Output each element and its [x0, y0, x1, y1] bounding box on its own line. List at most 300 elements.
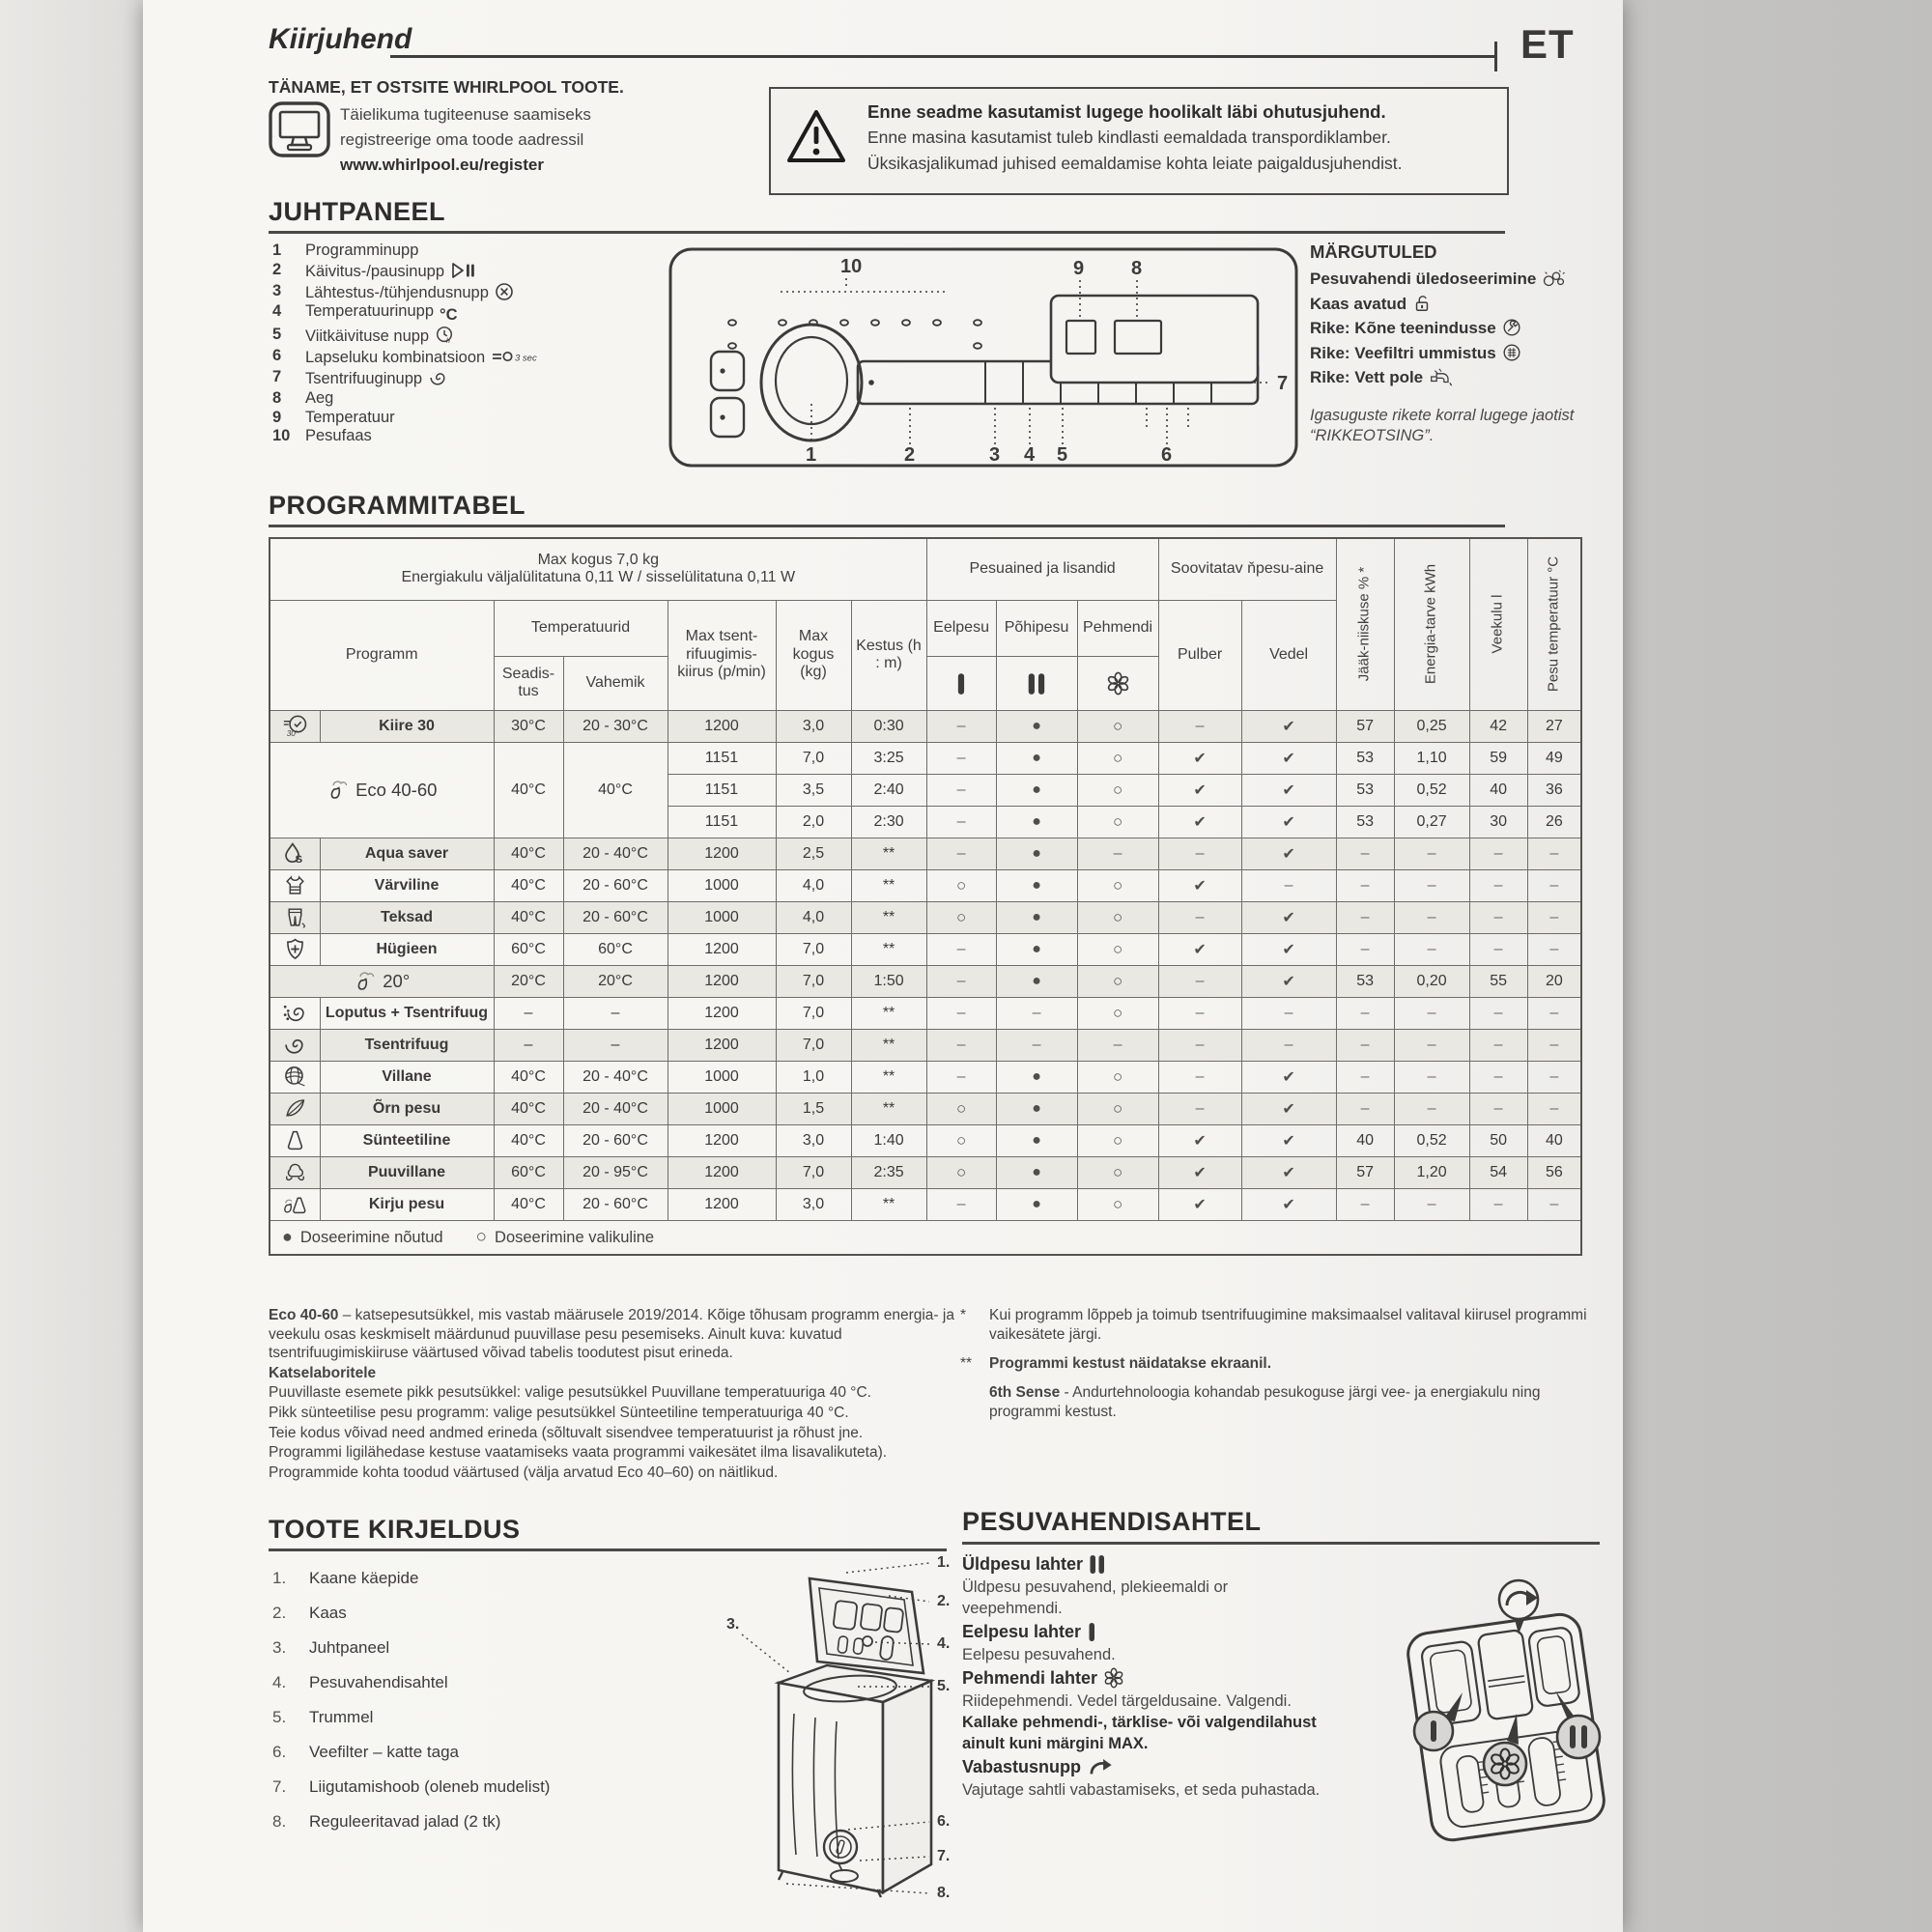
vedel-cell: ✔ — [1241, 901, 1336, 933]
cotton-icon — [270, 1156, 320, 1188]
program-row — [270, 933, 1581, 965]
thanks-line-2: registreerige oma toode aadressil — [340, 130, 584, 149]
eelpesu-cell: ○ — [926, 1156, 996, 1188]
eelpesu-cell: – — [926, 1061, 996, 1093]
kiirus-cell: 1151 — [668, 806, 776, 838]
stat-cell: 0,25 — [1394, 710, 1469, 742]
stat-cell: – — [1394, 997, 1469, 1029]
pulber-cell: ✔ — [1158, 1124, 1241, 1156]
seadistus-cell: 40°C — [494, 1093, 563, 1124]
item-number: 4 — [272, 302, 282, 321]
stat-cell: – — [1336, 1029, 1394, 1061]
control-panel-item — [272, 282, 668, 303]
pehmendi-cell: ○ — [1077, 1156, 1158, 1188]
item-label: Lähtestus-/tühjendusnupp — [305, 282, 514, 303]
program-name-cell — [320, 1156, 494, 1188]
product-part-item — [272, 1561, 717, 1596]
spiral-icon — [270, 1029, 320, 1061]
warning-text — [867, 99, 1495, 177]
shirt-icon — [270, 869, 320, 901]
document-page — [143, 0, 1623, 1932]
stat-cell: – — [1469, 869, 1527, 901]
panel-label-4: 4 — [1024, 444, 1036, 466]
eelpesu-cell: – — [926, 1188, 996, 1220]
indicator-item — [1310, 316, 1609, 341]
panel-label-2: 2 — [904, 444, 916, 466]
pehmendi-cell: ○ — [1077, 742, 1158, 774]
stat-cell: – — [1469, 1061, 1527, 1093]
pehmendi-cell: ○ — [1077, 869, 1158, 901]
product-part-item — [272, 1770, 717, 1804]
title-rule — [390, 55, 1497, 58]
product-part-item — [272, 1665, 717, 1700]
kiirus-cell: 1000 — [668, 1093, 776, 1124]
program-name-cell — [320, 869, 494, 901]
pulber-cell: ✔ — [1158, 1156, 1241, 1188]
mainwash-symbol — [996, 656, 1077, 710]
pehmendi-cell: ○ — [1077, 1093, 1158, 1124]
stat-cell: 53 — [1336, 774, 1394, 806]
vedel-cell: – — [1241, 997, 1336, 1029]
stat-cell: 0,52 — [1394, 1124, 1469, 1156]
eelpesu-cell: ○ — [926, 1093, 996, 1124]
item-label: Temperatuurinupp °C — [305, 302, 458, 325]
clock30-icon — [270, 710, 320, 742]
seadistus-cell: – — [494, 997, 563, 1029]
program-row — [270, 710, 1581, 742]
flower-icon — [1103, 1667, 1124, 1689]
header-jaak — [1336, 538, 1394, 710]
section-juhtpaneel-heading: JUHTPANEEL — [269, 197, 446, 226]
pulber-cell: – — [1158, 965, 1241, 997]
stat-cell: 50 — [1469, 1124, 1527, 1156]
panel-label-10: 10 — [840, 256, 863, 277]
vahemik-cell: 20 - 40°C — [563, 1061, 668, 1093]
drawer-entry-title: Üldpesu lahter — [962, 1551, 1426, 1577]
vedel-cell: – — [1241, 869, 1336, 901]
stat-cell: – — [1469, 901, 1527, 933]
control-panel-item — [272, 242, 668, 261]
seadistus-cell: 40°C — [494, 1188, 563, 1220]
section-toote-kirjeldus-heading: TOOTE KIRJELDUS — [269, 1515, 521, 1544]
kiirus-cell: 1200 — [668, 933, 776, 965]
program-row — [270, 1061, 1581, 1093]
vedel-cell: ✔ — [1241, 806, 1336, 838]
vertical-header-text: Energia-tarve kWh — [1422, 564, 1439, 685]
register-url: www.whirlpool.eu/register — [340, 156, 544, 174]
program-name: Õrn pesu — [372, 1099, 441, 1117]
pehmendi-cell: ○ — [1077, 806, 1158, 838]
program-row — [270, 1093, 1581, 1124]
pulber-cell: – — [1158, 1061, 1241, 1093]
jeans-icon — [270, 901, 320, 933]
kogus-cell: 3,0 — [776, 1124, 851, 1156]
pulber-cell: – — [1158, 710, 1241, 742]
control-panel-diagram — [665, 238, 1302, 471]
section-rule — [269, 231, 1505, 234]
washer-label-6: 6. — [937, 1813, 951, 1830]
indicator-item — [1310, 341, 1609, 366]
pohipesu-cell: – — [996, 997, 1077, 1029]
footnote-text: Eco 40-60 — [269, 1307, 339, 1323]
program-name: 20° — [383, 970, 411, 991]
kogus-cell: 3,0 — [776, 1188, 851, 1220]
kestus-cell: ** — [851, 1188, 926, 1220]
indicator-item — [1310, 292, 1609, 317]
kiirus-cell: 1200 — [668, 1029, 776, 1061]
header-kogus: Max kogus (kg) — [776, 600, 851, 710]
eelpesu-cell: ○ — [926, 1124, 996, 1156]
stat-cell: 54 — [1469, 1156, 1527, 1188]
item-label: Temperatuur — [305, 408, 395, 426]
kogus-cell: 7,0 — [776, 1156, 851, 1188]
kiirus-cell: 1151 — [668, 774, 776, 806]
stat-cell: 40 — [1527, 1124, 1581, 1156]
required-symbol: ● — [282, 1226, 293, 1246]
program-row — [270, 901, 1581, 933]
footnote-text: – katsepesutsükkel, mis vastab määrusele 2019/2014. Kõige tõhusam programm energia- ja veekulu osas keskmiselt määrdunud puuvillase pesu pesemiseks. Ainult kuva: kuvatud tsentrifuugimiskiiruse väärtused võivad tabelis toodutest pisut erineda. — [269, 1307, 954, 1362]
mixed-icon — [270, 1188, 320, 1220]
kogus-cell: 1,5 — [776, 1093, 851, 1124]
stat-cell: 1,10 — [1394, 742, 1469, 774]
vahemik-cell: 20 - 30°C — [563, 710, 668, 742]
kestus-cell: ** — [851, 869, 926, 901]
item-label: Viitkäivituse nupp h — [305, 326, 454, 347]
kestus-cell: ** — [851, 1061, 926, 1093]
kiirus-cell: 1200 — [668, 838, 776, 869]
footnote-text: Programmide kohta toodud väärtused (välja arvatud Eco 40–60) on näitlikud. — [269, 1463, 779, 1481]
item-number: 6. — [272, 1743, 287, 1761]
washer-label-4: 4. — [937, 1635, 951, 1652]
stat-cell: – — [1527, 997, 1581, 1029]
program-name: Villane — [382, 1067, 432, 1085]
stat-cell: 26 — [1527, 806, 1581, 838]
pohipesu-cell: ● — [996, 710, 1077, 742]
footnotes-left — [269, 1306, 956, 1483]
indicator-item — [1310, 365, 1609, 390]
item-label: Juhtpaneel — [309, 1638, 390, 1657]
stat-cell: – — [1527, 1061, 1581, 1093]
footnote-paragraph — [269, 1463, 956, 1483]
stat-cell: 57 — [1336, 1156, 1394, 1188]
pulber-cell: – — [1158, 838, 1241, 869]
header-temperatuurid: Temperatuurid — [494, 600, 668, 656]
program-name-cell — [320, 1061, 494, 1093]
pulber-cell: ✔ — [1158, 806, 1241, 838]
stat-cell: – — [1336, 1093, 1394, 1124]
vahemik-cell: 20 - 95°C — [563, 1156, 668, 1188]
stat-cell: 49 — [1527, 742, 1581, 774]
vahemik-cell: 20 - 60°C — [563, 1124, 668, 1156]
pulber-cell: ✔ — [1158, 1188, 1241, 1220]
washer-diagram — [723, 1528, 964, 1919]
kogus-cell: 2,0 — [776, 806, 851, 838]
kestus-cell: ** — [851, 901, 926, 933]
control-panel-item — [272, 302, 668, 326]
pehmendi-cell: ○ — [1077, 1124, 1158, 1156]
item-label: Veefilter – katte taga — [309, 1743, 459, 1761]
control-panel-item — [272, 409, 668, 428]
indicator-label: Kaas avatud — [1310, 294, 1407, 313]
footnote-marker — [960, 1383, 983, 1422]
thanks-lines — [340, 102, 591, 178]
seadistus-cell: 60°C — [494, 933, 563, 965]
warning-line-2: Enne masina kasutamist tuleb kindlasti eemaldada transpordiklamber. — [867, 128, 1391, 147]
washer-label-8: 8. — [937, 1885, 951, 1901]
shield-icon — [270, 933, 320, 965]
seadistus-cell: 40°C — [494, 742, 563, 838]
section-pesuvahendisahtel-heading: PESUVAHENDISAHTEL — [962, 1507, 1262, 1536]
drawer-entry-title: Pehmendi lahter — [962, 1665, 1426, 1690]
indicator-lights-block — [1310, 242, 1609, 446]
kiirus-cell: 1200 — [668, 1124, 776, 1156]
kogus-cell: 7,0 — [776, 1029, 851, 1061]
eelpesu-cell: ○ — [926, 869, 996, 901]
thanks-line-1: Täielikuma tugiteenuse saamiseks — [340, 105, 591, 124]
vahemik-cell: – — [563, 997, 668, 1029]
stat-cell: 36 — [1527, 774, 1581, 806]
childlock-icon — [491, 347, 537, 366]
program-row — [270, 997, 1581, 1029]
bar2-icon — [1089, 1553, 1106, 1575]
drawer-entry-title: Eelpesu lahter — [962, 1619, 1426, 1644]
vedel-cell: ✔ — [1241, 710, 1336, 742]
panel-label-9: 9 — [1073, 258, 1085, 279]
vahemik-cell: 20 - 60°C — [563, 869, 668, 901]
control-panel-item — [272, 427, 668, 446]
footnote-text: Teie kodus võivad need andmed erineda (sõltuvalt sisendvee temperatuurist ja rõhust jne. — [269, 1424, 864, 1441]
header-pulber: Pulber — [1158, 600, 1241, 710]
stat-cell: – — [1394, 1188, 1469, 1220]
seadistus-cell: – — [494, 1029, 563, 1061]
washer-label-5: 5. — [937, 1678, 951, 1694]
stat-cell: – — [1394, 1061, 1469, 1093]
language-code: ET — [1520, 21, 1575, 67]
pulber-cell: ✔ — [1158, 869, 1241, 901]
panel-label-7: 7 — [1277, 373, 1289, 394]
kiirus-cell: 1200 — [668, 997, 776, 1029]
product-part-item — [272, 1735, 717, 1770]
item-label: Programminupp — [305, 242, 419, 259]
pohipesu-cell: ● — [996, 838, 1077, 869]
footnote-paragraph — [269, 1383, 956, 1403]
eelpesu-cell: – — [926, 997, 996, 1029]
program-row — [270, 1188, 1581, 1220]
vahemik-cell: – — [563, 1029, 668, 1061]
footnote-body — [989, 1354, 1271, 1374]
spiral-sm-icon — [428, 368, 447, 387]
kogus-cell: 7,0 — [776, 933, 851, 965]
indicator-label: Pesuvahendi üledoseerimine — [1310, 270, 1537, 288]
vahemik-cell: 40°C — [563, 742, 668, 838]
footnote-body — [989, 1306, 1594, 1345]
drawer-entry-bold-line: ainult kuni märgini MAX. — [962, 1735, 1149, 1752]
item-label: Reguleeritavad jalad (2 tk) — [309, 1812, 501, 1831]
softener-symbol — [1077, 656, 1158, 710]
stat-cell: 1,20 — [1394, 1156, 1469, 1188]
margutuled-note: Igasuguste rikete korral lugege jaotist “RIKKEOTSING”. — [1310, 406, 1575, 444]
vedel-cell: ✔ — [1241, 933, 1336, 965]
stat-cell: – — [1527, 838, 1581, 869]
washer-label-2: 2. — [937, 1593, 951, 1609]
washer-label-1: 1. — [937, 1554, 951, 1571]
table-top-band — [270, 538, 926, 600]
pohipesu-cell: ● — [996, 742, 1077, 774]
stat-cell: 56 — [1527, 1156, 1581, 1188]
control-panel-list — [272, 242, 668, 446]
program-name: Puuvillane — [367, 1163, 446, 1180]
footnote-item — [960, 1306, 1594, 1345]
svg-text:3 sec: 3 sec — [515, 353, 537, 364]
stat-cell: – — [1336, 933, 1394, 965]
item-number: 1 — [272, 242, 282, 259]
product-part-item — [272, 1631, 717, 1665]
warning-line-1: Enne seadme kasutamist lugege hoolikalt läbi ohutusjuhend. — [867, 101, 1386, 122]
drawer-entry-line: veepehmendi. — [962, 1600, 1063, 1617]
product-description-list — [272, 1561, 717, 1839]
stat-cell: – — [1394, 838, 1469, 869]
kestus-cell: ** — [851, 1093, 926, 1124]
vedel-cell: ✔ — [1241, 1124, 1336, 1156]
drawer-entry-line: Eelpesu pesuvahend. — [962, 1646, 1116, 1663]
stat-cell: 55 — [1469, 965, 1527, 997]
kiirus-cell: 1000 — [668, 901, 776, 933]
item-number: 4. — [272, 1673, 287, 1691]
footnote-paragraph — [269, 1424, 956, 1443]
footnote-text: Katselaboritele — [269, 1364, 377, 1381]
detergent-drawer-block — [962, 1551, 1426, 1801]
seadistus-cell: 40°C — [494, 869, 563, 901]
pulber-cell: – — [1158, 1093, 1241, 1124]
panel-label-1: 1 — [806, 444, 817, 466]
program-name: Kiire 30 — [379, 717, 435, 734]
control-panel-item — [272, 368, 668, 389]
footnote-text: Kui programm lõppeb ja toimub tsentrifuugimine maksimaalsel valitaval kiirusel programmi vaikesätete järgi. — [989, 1307, 1587, 1343]
seadistus-cell: 40°C — [494, 1124, 563, 1156]
vedel-cell: ✔ — [1241, 742, 1336, 774]
vertical-header-text: Veekulu l — [1489, 594, 1506, 654]
pehmendi-cell: – — [1077, 1029, 1158, 1061]
seadistus-cell: 40°C — [494, 901, 563, 933]
kestus-cell: ** — [851, 838, 926, 869]
kogus-cell: 1,0 — [776, 1061, 851, 1093]
panel-label-3: 3 — [989, 444, 1001, 466]
stat-cell: – — [1336, 838, 1394, 869]
vedel-cell: ✔ — [1241, 965, 1336, 997]
indicator-item — [1310, 267, 1609, 292]
vahemik-cell: 20 - 60°C — [563, 1188, 668, 1220]
header-pehmendi: Pehmendi — [1077, 600, 1158, 656]
program-row — [270, 965, 1581, 997]
section-rule-2 — [269, 525, 1505, 527]
panel-label-5: 5 — [1057, 444, 1068, 466]
footnote-marker: ** — [960, 1355, 973, 1372]
ecoleaf-icon — [354, 975, 383, 991]
footnote-text: - Andurtehnoloogia kohandab pesukoguse järgi vee- ja energiakulu ning programmi kestust. — [989, 1384, 1541, 1420]
item-label: Kaas — [309, 1604, 347, 1622]
program-name: Tsentrifuug — [364, 1036, 449, 1053]
pohipesu-cell: ● — [996, 965, 1077, 997]
stat-cell: 0,27 — [1394, 806, 1469, 838]
required-label: Doseerimine nõutud — [299, 1228, 443, 1246]
pohipesu-cell: ● — [996, 1061, 1077, 1093]
vedel-cell: ✔ — [1241, 1156, 1336, 1188]
header-programm: Programm — [270, 600, 494, 710]
stat-cell: 40 — [1469, 774, 1527, 806]
title-rule-tick — [1494, 42, 1497, 71]
kiirus-cell: 1200 — [668, 1156, 776, 1188]
rinsespin-icon — [270, 997, 320, 1029]
header-vedel: Vedel — [1241, 600, 1336, 710]
vahemik-cell: 20 - 60°C — [563, 901, 668, 933]
stat-cell: – — [1469, 997, 1527, 1029]
synthetic-icon — [270, 1124, 320, 1156]
indicator-label: Rike: Kõne teenindusse — [1310, 319, 1496, 337]
kogus-cell: 3,0 — [776, 710, 851, 742]
pulber-cell: – — [1158, 901, 1241, 933]
program-name-cell — [270, 965, 494, 997]
svg-text:S: S — [295, 853, 302, 866]
doc-title: Kiirjuhend — [269, 23, 412, 55]
stat-cell: – — [1469, 1188, 1527, 1220]
kestus-cell: 2:30 — [851, 806, 926, 838]
drawer-entry-line: Vajutage sahtli vabastamiseks, et seda puhastada. — [962, 1781, 1321, 1799]
drawer-diagram — [1405, 1575, 1609, 1893]
footnote-text: Pikk sünteetilise pesu programm: valige pesutsükkel Sünteetiline temperatuuriga 40 °C. — [269, 1404, 849, 1421]
stat-cell: – — [1527, 1188, 1581, 1220]
control-panel-item — [272, 389, 668, 409]
control-panel-item — [272, 347, 668, 368]
vertical-header-text: Jääk-niiskuse % * — [1355, 567, 1373, 682]
seadistus-cell: 30°C — [494, 710, 563, 742]
safety-warning-box — [769, 87, 1509, 195]
pulber-cell: ✔ — [1158, 742, 1241, 774]
ecoleaf-icon — [327, 783, 355, 800]
header-energia — [1394, 538, 1469, 710]
footnote-text: Programmi ligilähedase kestuse vaatamiseks vaata programmi vaikesätet ilma lisavalikuteta). — [269, 1444, 888, 1462]
max-load-line: Max kogus 7,0 kg — [537, 551, 659, 568]
stat-cell: 59 — [1469, 742, 1527, 774]
footnote-body — [989, 1383, 1594, 1422]
margutuled-heading: MÄRGUTULED — [1310, 242, 1437, 262]
item-label: Tsentrifuuginupp — [305, 368, 447, 389]
stat-cell: 42 — [1469, 710, 1527, 742]
kiirus-cell: 1200 — [668, 965, 776, 997]
footnote-text: Programmi kestust näidatakse ekraanil. — [989, 1355, 1272, 1372]
pohipesu-cell: ● — [996, 933, 1077, 965]
header-pesuained: Pesuained ja lisandid — [926, 538, 1158, 600]
footnote-paragraph — [269, 1404, 956, 1423]
stat-cell: 57 — [1336, 710, 1394, 742]
footnote-paragraph — [269, 1443, 956, 1463]
vedel-cell: ✔ — [1241, 838, 1336, 869]
footnote-text: Puuvillaste esemete pikk pesutsükkel: valige pesutsükkel Puuvillane temperatuuriga 40 °C. — [269, 1384, 871, 1402]
stat-cell: – — [1394, 901, 1469, 933]
warning-line-3: Üksikasjalikumad juhised eemaldamise kohta leiate paigaldusjuhendist. — [867, 154, 1403, 173]
item-number: 8. — [272, 1812, 287, 1831]
startpause-icon — [450, 261, 476, 280]
program-row — [270, 1124, 1581, 1156]
header-vahemik: Vahemik — [563, 656, 668, 710]
lockopen-icon — [1412, 294, 1432, 313]
item-label: Pesufaas — [305, 427, 372, 445]
section-rule-4 — [962, 1542, 1600, 1545]
program-name-cell — [320, 1093, 494, 1124]
stat-cell: – — [1394, 869, 1469, 901]
program-name-cell — [320, 1188, 494, 1220]
stat-cell: – — [1469, 1093, 1527, 1124]
eelpesu-cell: – — [926, 838, 996, 869]
